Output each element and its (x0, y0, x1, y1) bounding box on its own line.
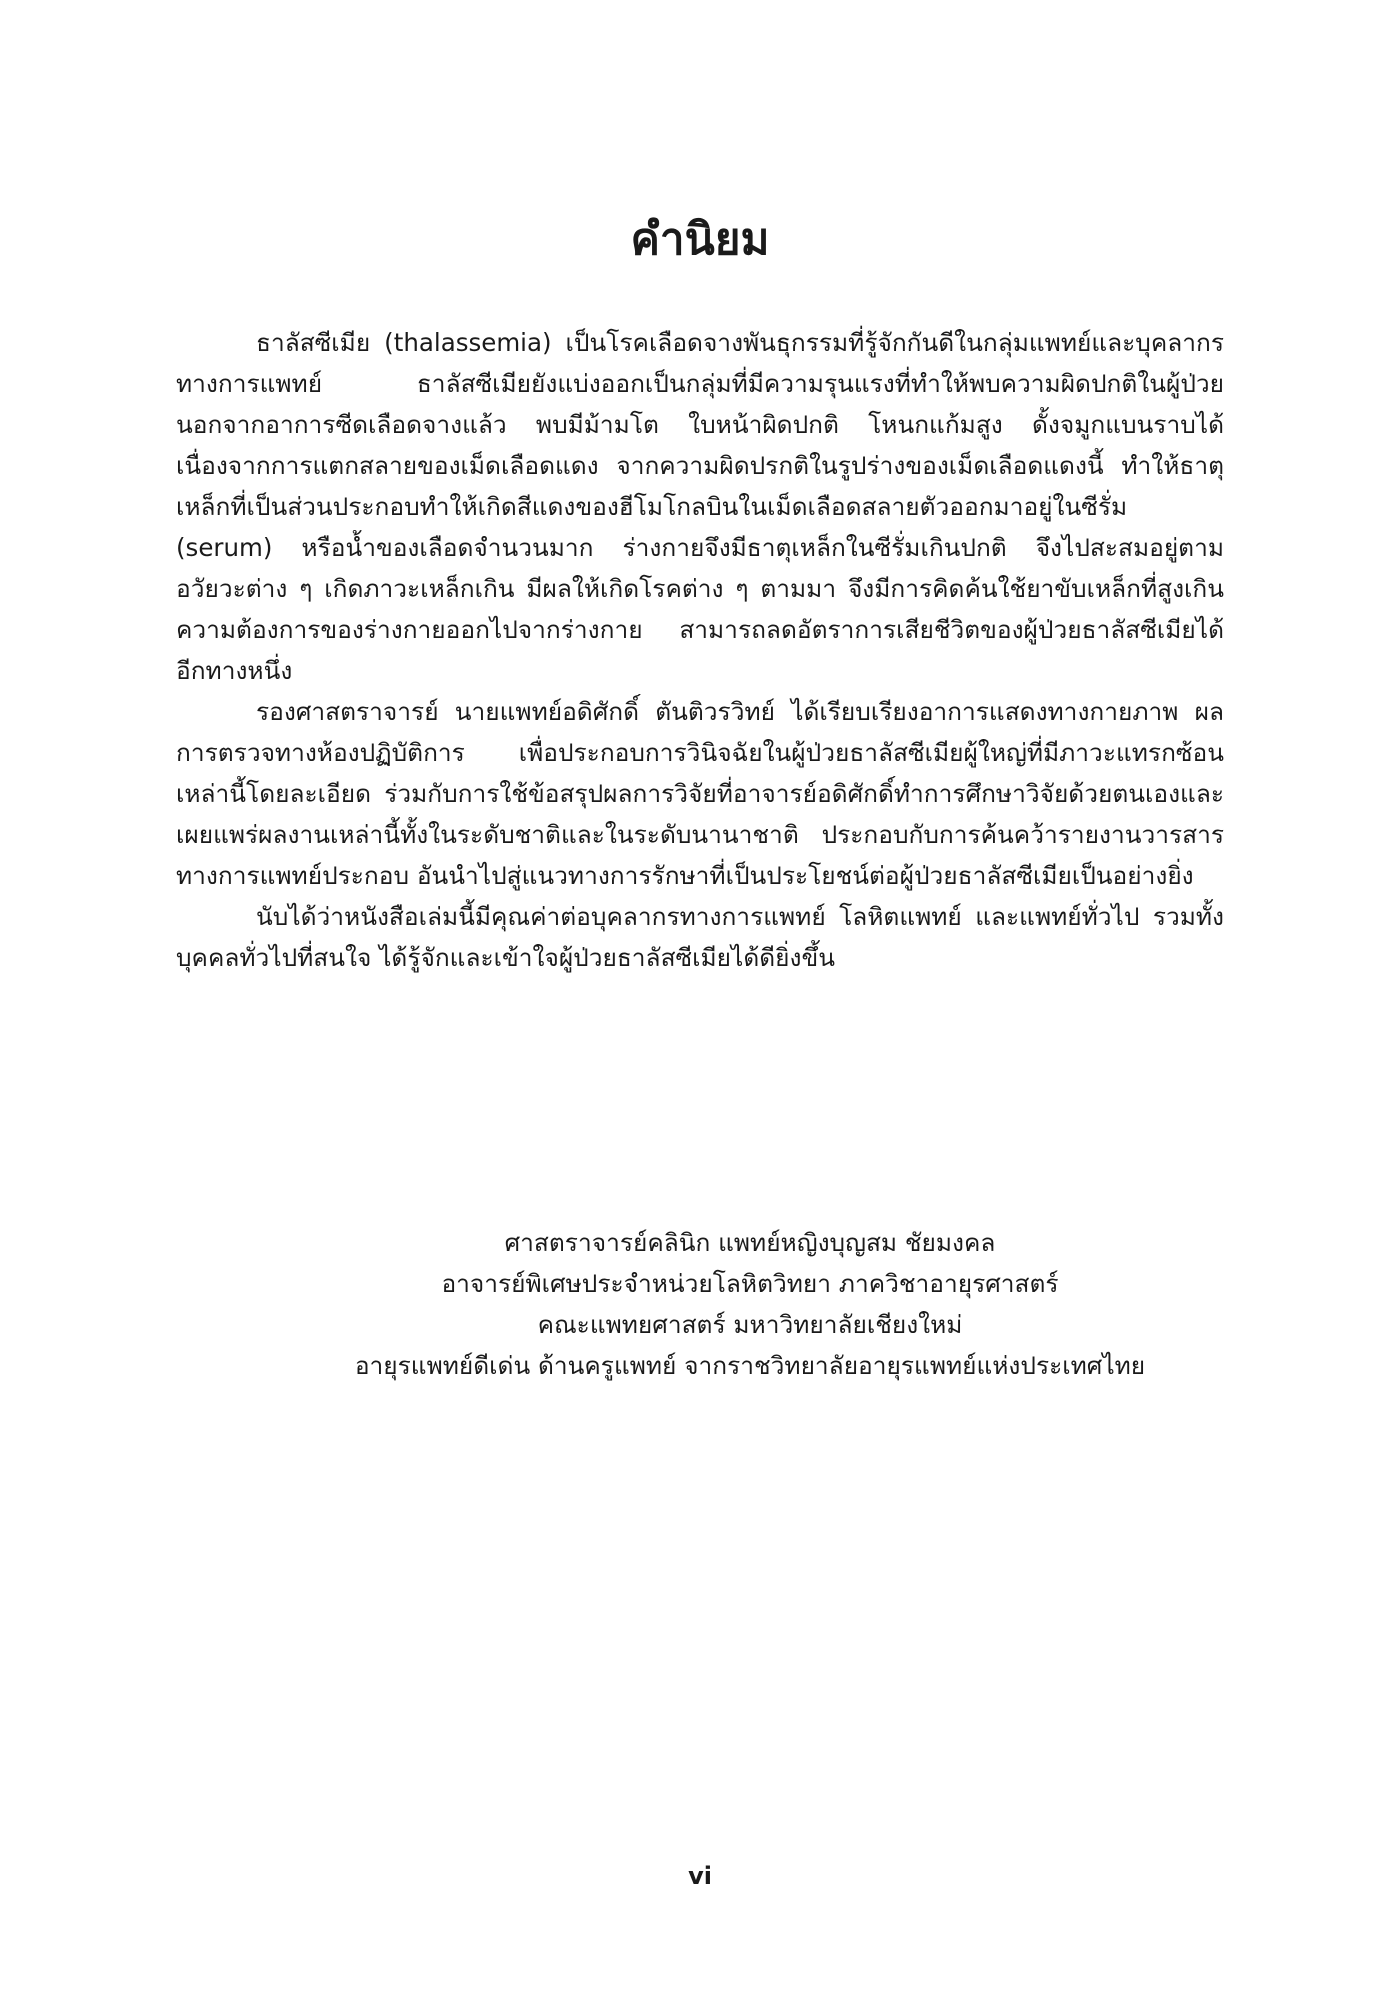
signature-faculty: คณะแพทยศาสตร์ มหาวิทยาลัยเชียงใหม่ (537, 1310, 963, 1339)
signature-position: อาจารย์พิเศษประจำหน่วยโลหิตวิทยา ภาควิชาอายุรศาสตร์ (441, 1269, 1059, 1298)
body-text (176, 322, 1224, 978)
signature-award: อายุรแพทย์ดีเด่น ด้านครูแพทย์ จากราชวิทยาลัยอายุรแพทย์แห่งประเทศไทย (354, 1351, 1146, 1380)
signature-name: ศาสตราจารย์คลินิก แพทย์หญิงบุญสม ชัยมงคล (504, 1228, 996, 1257)
paragraph-2: รองศาสตราจารย์ นายแพทย์อดิศักดิ์ ตันติวรวิทย์ ได้เรียบเรียงอาการแสดงทางกายภาพ ผลการตรวจทางห้องปฏิบัติการ เพื่อประกอบการวินิจฉัยในผู้ป่วยธาลัสซีเมียผู้ใหญ่ที่มีภาวะแทรกซ้อนเหล่านี้โดยละเอียด ร่วมกับการใช้ข้อสรุปผลการวิจัยที่อาจารย์อดิศักดิ์ทำการศึกษาวิจัยด้วยตนเองและเผยแพร่ผลงานเหล่านี้ทั้งในระดับชาติและในระดับนานาชาติ ประกอบกับการค้นคว้ารายงานวารสารทางการแพทย์ประกอบ อันนำไปสู่แนวทางการรักษาที่เป็นประโยชน์ต่อผู้ป่วยธาลัสซีเมียเป็นอย่างยิ่ง (176, 697, 1224, 890)
paragraph-1: ธาลัสซีเมีย (thalassemia) เป็นโรคเลือดจางพันธุกรรมที่รู้จักกันดีในกลุ่มแพทย์และบุคลากรทางการแพทย์ ธาลัสซีเมียยังแบ่งออกเป็นกลุ่มที่มีความรุนแรงที่ทำให้พบความผิดปกติในผู้ป่วยนอกจากอาการซีดเลือดจางแล้ว พบมีม้ามโต ใบหน้าผิดปกติ โหนกแก้มสูง ดั้งจมูกแบนราบได้ เนื่องจากการแตกสลายของเม็ดเลือดแดง จากความผิดปรกติในรูปร่างของเม็ดเลือดแดงนี้ ทำให้ธาตุเหล็กที่เป็นส่วนประกอบทำให้เกิดสีแดงของฮีโมโกลบินในเม็ดเลือดสลายตัวออกมาอยู่ในซีรั่ม (serum) หรือน้ำของเลือดจำนวนมาก ร่างกายจึงมีธาตุเหล็กในซีรั่มเกินปกติ จึงไปสะสมอยู่ตามอวัยวะต่าง ๆ เกิดภาวะเหล็กเกิน มีผลให้เกิดโรคต่าง ๆ ตามมา จึงมีการคิดค้นใช้ยาขับเหล็กที่สูงเกินความต้องการของร่างกายออกไปจากร่างกาย สามารถลดอัตราการเสียชีวิตของผู้ป่วยธาลัสซีเมียได้อีกทางหนึ่ง (176, 328, 1224, 685)
page-number: vi (688, 1862, 712, 1890)
signature-block (300, 1222, 1200, 1386)
paragraph-3: นับได้ว่าหนังสือเล่มนี้มีคุณค่าต่อบุคลากรทางการแพทย์ โลหิตแพทย์ และแพทย์ทั่วไป รวมทั้งบุคคลทั่วไปที่สนใจ ได้รู้จักและเข้าใจผู้ป่วยธาลัสซีเมียได้ดียิ่งขึ้น (176, 902, 1224, 972)
page-title: คำนิยม (630, 214, 770, 265)
